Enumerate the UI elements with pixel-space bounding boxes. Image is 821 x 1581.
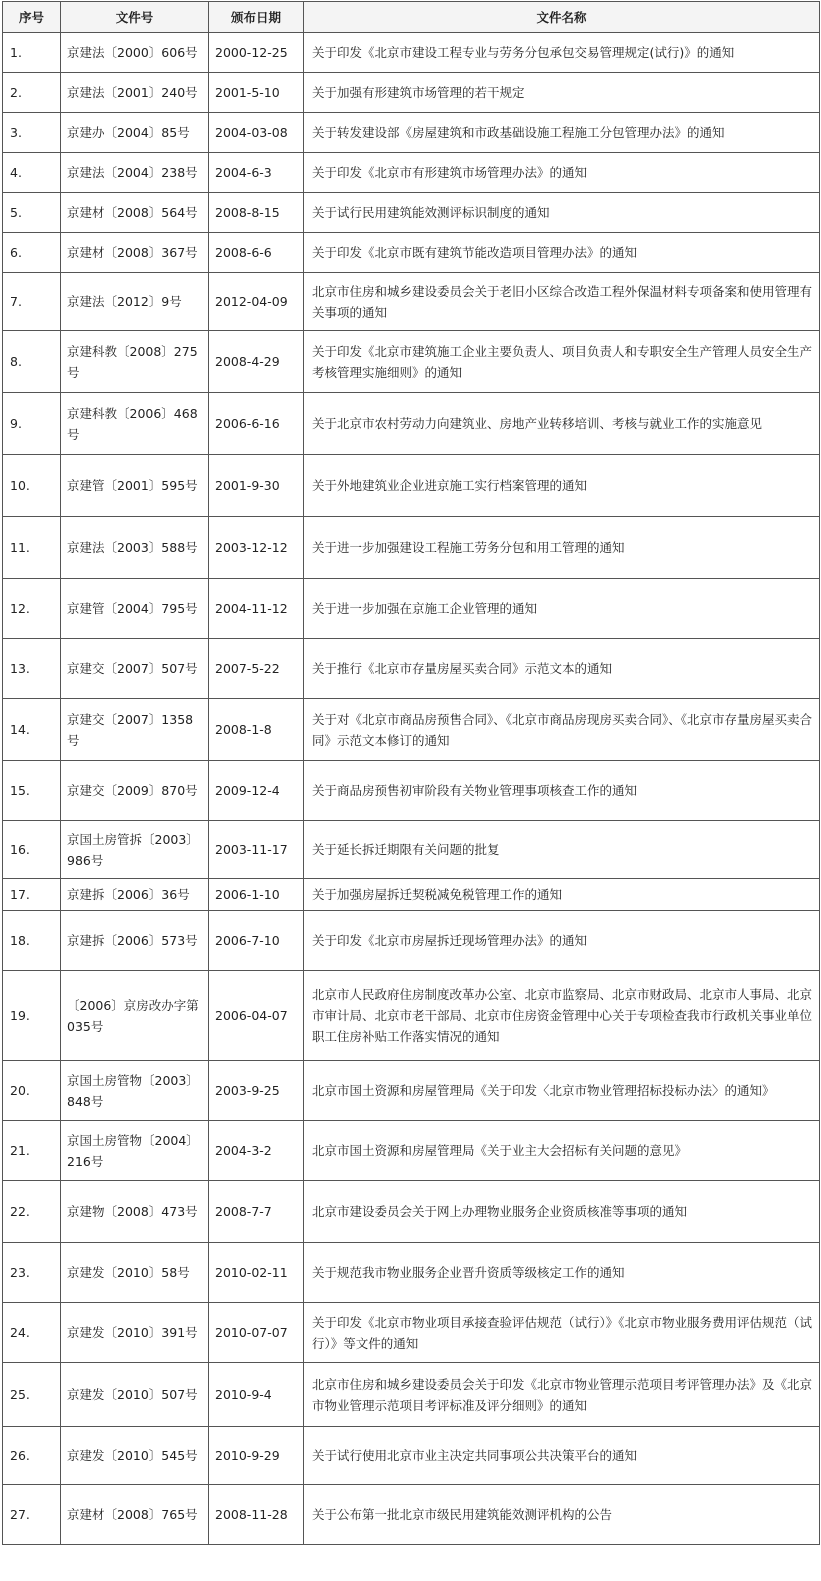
document-number-cell: 京建材〔2008〕564号	[61, 193, 209, 233]
document-title-cell: 关于印发《北京市建设工程专业与劳务分包承包交易管理规定(试行)》的通知	[304, 33, 820, 73]
serial-number-cell: 3.	[3, 113, 61, 153]
table-row	[3, 879, 820, 911]
issue-date-cell: 2004-03-08	[209, 113, 304, 153]
issue-date-cell: 2008-6-6	[209, 233, 304, 273]
document-number-cell: 〔2006〕京房改办字第035号	[61, 971, 209, 1061]
serial-number-cell: 26.	[3, 1427, 61, 1485]
serial-number-cell: 4.	[3, 153, 61, 193]
document-title-cell: 关于加强房屋拆迁契税减免税管理工作的通知	[304, 879, 820, 911]
issue-date-cell: 2010-02-11	[209, 1243, 304, 1303]
document-number-cell: 京建科教〔2008〕275号	[61, 331, 209, 393]
serial-number-cell: 11.	[3, 517, 61, 579]
table-row	[3, 1243, 820, 1303]
header-document-title: 文件名称	[304, 2, 820, 33]
document-title-cell: 关于对《北京市商品房预售合同》、《北京市商品房现房买卖合同》、《北京市存量房屋买卖合同》示范文本修订的通知	[304, 699, 820, 761]
document-title-cell: 关于推行《北京市存量房屋买卖合同》示范文本的通知	[304, 639, 820, 699]
table-row	[3, 821, 820, 879]
table-row	[3, 153, 820, 193]
issue-date-cell: 2003-11-17	[209, 821, 304, 879]
table-row	[3, 455, 820, 517]
document-number-cell: 京建材〔2008〕367号	[61, 233, 209, 273]
table-row	[3, 761, 820, 821]
document-title-cell: 关于商品房预售初审阶段有关物业管理事项核查工作的通知	[304, 761, 820, 821]
table-body	[3, 33, 820, 1545]
table-row	[3, 1485, 820, 1545]
issue-date-cell: 2006-7-10	[209, 911, 304, 971]
table-row	[3, 1061, 820, 1121]
document-number-cell: 京建办〔2004〕85号	[61, 113, 209, 153]
document-number-cell: 京建拆〔2006〕573号	[61, 911, 209, 971]
table-row	[3, 331, 820, 393]
serial-number-cell: 5.	[3, 193, 61, 233]
document-number-cell: 京建管〔2001〕595号	[61, 455, 209, 517]
issue-date-cell: 2012-04-09	[209, 273, 304, 331]
document-number-cell: 京建管〔2004〕795号	[61, 579, 209, 639]
serial-number-cell: 19.	[3, 971, 61, 1061]
serial-number-cell: 16.	[3, 821, 61, 879]
document-number-cell: 京建科教〔2006〕468号	[61, 393, 209, 455]
issue-date-cell: 2010-9-29	[209, 1427, 304, 1485]
issue-date-cell: 2008-8-15	[209, 193, 304, 233]
document-number-cell: 京建发〔2010〕58号	[61, 1243, 209, 1303]
issue-date-cell: 2007-5-22	[209, 639, 304, 699]
issue-date-cell: 2006-1-10	[209, 879, 304, 911]
document-title-cell: 北京市国土资源和房屋管理局《关于业主大会招标有关问题的意见》	[304, 1121, 820, 1181]
document-title-cell: 关于延长拆迁期限有关问题的批复	[304, 821, 820, 879]
serial-number-cell: 17.	[3, 879, 61, 911]
document-title-cell: 关于印发《北京市既有建筑节能改造项目管理办法》的通知	[304, 233, 820, 273]
serial-number-cell: 8.	[3, 331, 61, 393]
document-title-cell: 关于进一步加强建设工程施工劳务分包和用工管理的通知	[304, 517, 820, 579]
serial-number-cell: 21.	[3, 1121, 61, 1181]
table-row	[3, 1427, 820, 1485]
document-number-cell: 京建发〔2010〕507号	[61, 1363, 209, 1427]
issue-date-cell: 2000-12-25	[209, 33, 304, 73]
serial-number-cell: 27.	[3, 1485, 61, 1545]
document-title-cell: 关于外地建筑业企业进京施工实行档案管理的通知	[304, 455, 820, 517]
document-title-cell: 关于北京市农村劳动力向建筑业、房地产业转移培训、考核与就业工作的实施意见	[304, 393, 820, 455]
serial-number-cell: 24.	[3, 1303, 61, 1363]
issue-date-cell: 2008-4-29	[209, 331, 304, 393]
issue-date-cell: 2001-9-30	[209, 455, 304, 517]
document-number-cell: 京建发〔2010〕545号	[61, 1427, 209, 1485]
serial-number-cell: 7.	[3, 273, 61, 331]
document-title-cell: 关于转发建设部《房屋建筑和市政基础设施工程施工分包管理办法》的通知	[304, 113, 820, 153]
serial-number-cell: 22.	[3, 1181, 61, 1243]
table-row	[3, 273, 820, 331]
table-row	[3, 639, 820, 699]
table-row	[3, 699, 820, 761]
table-row	[3, 911, 820, 971]
serial-number-cell: 23.	[3, 1243, 61, 1303]
document-number-cell: 京建法〔2004〕238号	[61, 153, 209, 193]
document-title-cell: 关于印发《北京市物业项目承接查验评估规范（试行）》《北京市物业服务费用评估规范（试行）》等文件的通知	[304, 1303, 820, 1363]
table-row	[3, 1363, 820, 1427]
document-title-cell: 北京市住房和城乡建设委员会关于老旧小区综合改造工程外保温材料专项备案和使用管理有关事项的通知	[304, 273, 820, 331]
issue-date-cell: 2004-6-3	[209, 153, 304, 193]
table-row	[3, 971, 820, 1061]
table-row	[3, 517, 820, 579]
serial-number-cell: 14.	[3, 699, 61, 761]
header-serial-number: 序号	[3, 2, 61, 33]
table-row	[3, 33, 820, 73]
document-title-cell: 关于印发《北京市有形建筑市场管理办法》的通知	[304, 153, 820, 193]
document-number-cell: 京建发〔2010〕391号	[61, 1303, 209, 1363]
serial-number-cell: 20.	[3, 1061, 61, 1121]
table-row	[3, 1121, 820, 1181]
document-title-cell: 关于公布第一批北京市级民用建筑能效测评机构的公告	[304, 1485, 820, 1545]
document-title-cell: 关于试行民用建筑能效测评标识制度的通知	[304, 193, 820, 233]
issue-date-cell: 2006-04-07	[209, 971, 304, 1061]
issue-date-cell: 2001-5-10	[209, 73, 304, 113]
issue-date-cell: 2009-12-4	[209, 761, 304, 821]
serial-number-cell: 6.	[3, 233, 61, 273]
header-issue-date: 颁布日期	[209, 2, 304, 33]
issue-date-cell: 2008-11-28	[209, 1485, 304, 1545]
document-title-cell: 关于试行使用北京市业主决定共同事项公共决策平台的通知	[304, 1427, 820, 1485]
document-number-cell: 京建法〔2000〕606号	[61, 33, 209, 73]
document-title-cell: 关于加强有形建筑市场管理的若干规定	[304, 73, 820, 113]
document-title-cell: 关于进一步加强在京施工企业管理的通知	[304, 579, 820, 639]
table-row	[3, 579, 820, 639]
document-number-cell: 京国土房管拆〔2003〕986号	[61, 821, 209, 879]
table-row	[3, 113, 820, 153]
table-row	[3, 1181, 820, 1243]
serial-number-cell: 2.	[3, 73, 61, 113]
document-number-cell: 京国土房管物〔2003〕848号	[61, 1061, 209, 1121]
document-title-cell: 关于印发《北京市房屋拆迁现场管理办法》的通知	[304, 911, 820, 971]
serial-number-cell: 25.	[3, 1363, 61, 1427]
header-document-number: 文件号	[61, 2, 209, 33]
document-number-cell: 京建交〔2007〕507号	[61, 639, 209, 699]
document-title-cell: 关于印发《北京市建筑施工企业主要负责人、项目负责人和专职安全生产管理人员安全生产考核管理实施细则》的通知	[304, 331, 820, 393]
issue-date-cell: 2004-3-2	[209, 1121, 304, 1181]
serial-number-cell: 9.	[3, 393, 61, 455]
document-title-cell: 北京市建设委员会关于网上办理物业服务企业资质核准等事项的通知	[304, 1181, 820, 1243]
document-number-cell: 京建交〔2007〕1358号	[61, 699, 209, 761]
header-row	[3, 2, 820, 33]
issue-date-cell: 2010-07-07	[209, 1303, 304, 1363]
table-row	[3, 1303, 820, 1363]
document-number-cell: 京国土房管物〔2004〕216号	[61, 1121, 209, 1181]
regulation-table	[2, 1, 820, 1545]
document-number-cell: 京建法〔2001〕240号	[61, 73, 209, 113]
issue-date-cell: 2003-9-25	[209, 1061, 304, 1121]
document-number-cell: 京建材〔2008〕765号	[61, 1485, 209, 1545]
issue-date-cell: 2008-1-8	[209, 699, 304, 761]
document-title-cell: 北京市住房和城乡建设委员会关于印发《北京市物业管理示范项目考评管理办法》及《北京市物业管理示范项目考评标准及评分细则》的通知	[304, 1363, 820, 1427]
issue-date-cell: 2008-7-7	[209, 1181, 304, 1243]
document-title-cell: 北京市人民政府住房制度改革办公室、北京市监察局、北京市财政局、北京市人事局、北京市审计局、北京市老干部局、北京市住房资金管理中心关于专项检查我市行政机关事业单位职工住房补贴工作落实情况的通知	[304, 971, 820, 1061]
document-number-cell: 京建物〔2008〕473号	[61, 1181, 209, 1243]
serial-number-cell: 1.	[3, 33, 61, 73]
document-number-cell: 京建法〔2012〕9号	[61, 273, 209, 331]
issue-date-cell: 2003-12-12	[209, 517, 304, 579]
document-title-cell: 北京市国土资源和房屋管理局《关于印发〈北京市物业管理招标投标办法〉的通知》	[304, 1061, 820, 1121]
serial-number-cell: 13.	[3, 639, 61, 699]
serial-number-cell: 10.	[3, 455, 61, 517]
serial-number-cell: 18.	[3, 911, 61, 971]
issue-date-cell: 2004-11-12	[209, 579, 304, 639]
table-row	[3, 393, 820, 455]
document-number-cell: 京建拆〔2006〕36号	[61, 879, 209, 911]
table-row	[3, 233, 820, 273]
serial-number-cell: 15.	[3, 761, 61, 821]
document-number-cell: 京建法〔2003〕588号	[61, 517, 209, 579]
table-row	[3, 73, 820, 113]
issue-date-cell: 2010-9-4	[209, 1363, 304, 1427]
serial-number-cell: 12.	[3, 579, 61, 639]
document-number-cell: 京建交〔2009〕870号	[61, 761, 209, 821]
document-title-cell: 关于规范我市物业服务企业晋升资质等级核定工作的通知	[304, 1243, 820, 1303]
table-row	[3, 193, 820, 233]
issue-date-cell: 2006-6-16	[209, 393, 304, 455]
